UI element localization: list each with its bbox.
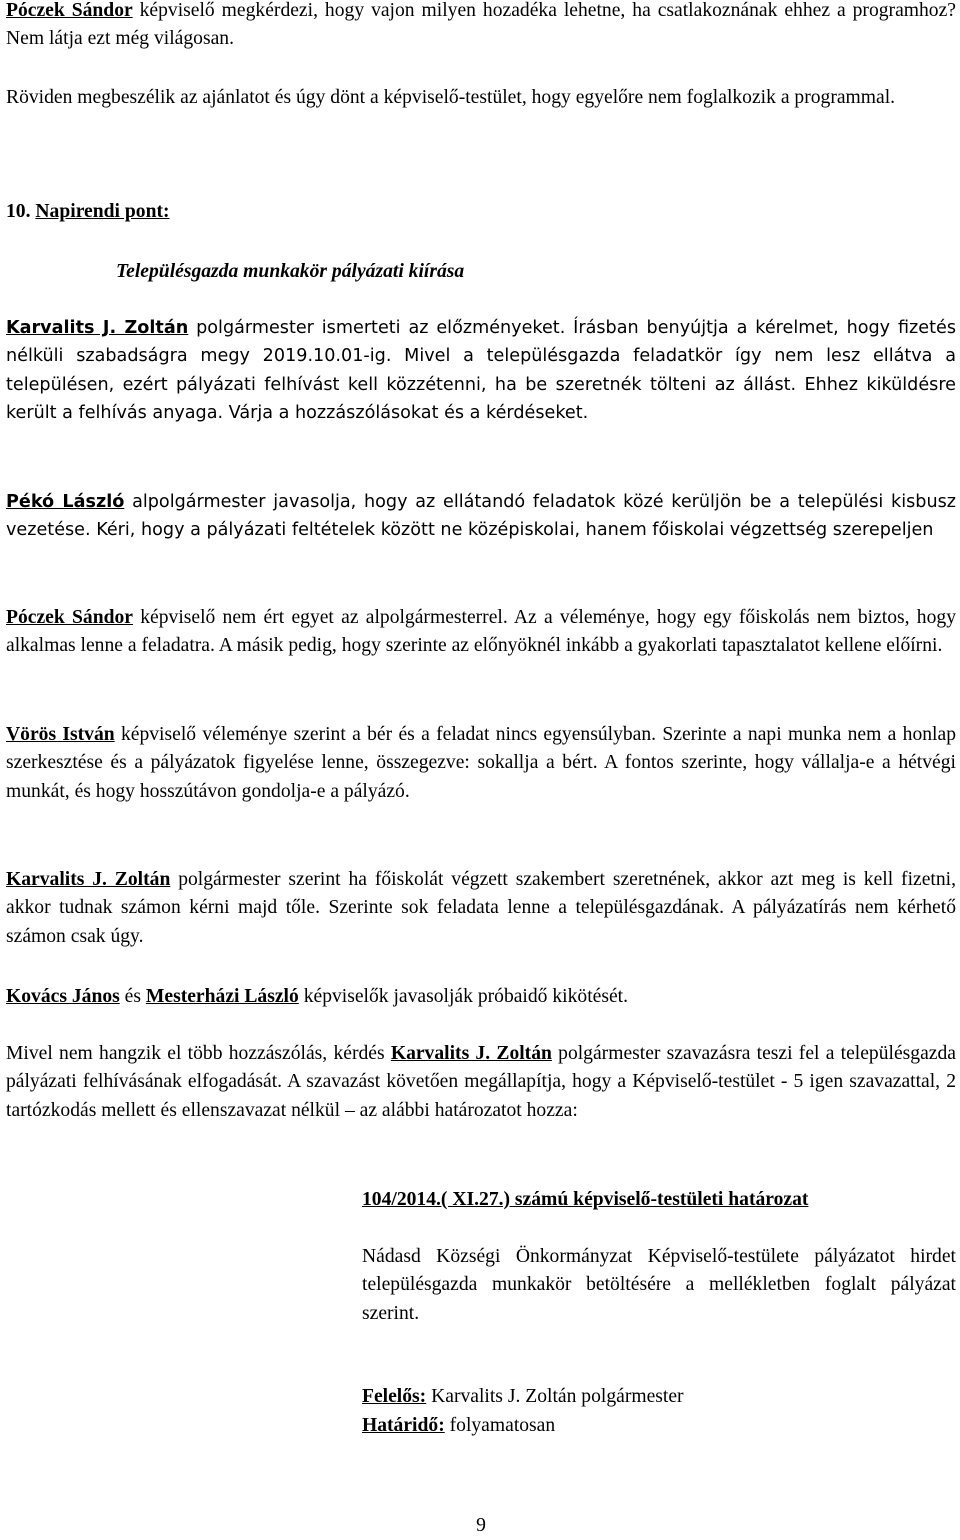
conjunction: és: [119, 986, 146, 1007]
paragraph-text: képviselő megkérdezi, hogy vajon milyen hozadéka lehetne, ha csatlakoznának ehhez a programhoz? Nem látja ezt még világosan.: [6, 0, 956, 50]
document-page: [6, 0, 956, 1537]
speaker-name: Póczek Sándor: [6, 607, 133, 628]
speaker-name: Karvalits J. Zoltán: [6, 869, 171, 890]
deadline-value: folyamatosan: [444, 1415, 556, 1436]
speaker-name: Póczek Sándor: [6, 0, 133, 21]
paragraph-voros: [6, 721, 956, 806]
paragraph-text: polgármester szavazásra teszi fel a településgazda pályázati felhívásának elfogadását. A szavazást követően megállapítja, hogy a Képviselő-testület - 5 igen szavazattal, 2 tartózkodás mellett és ellenszavazat nélkül – az alábbi határozatot hozza:: [6, 1043, 956, 1121]
paragraph-text: polgármester ismerteti az előzményeket. Írásban benyújtja a kérelmet, hogy fizetés nélküli szabadságra megy 2019.10.01-ig. Mivel a településgazda feladatkör így nem lesz ellátva a településen, ezért pályázati felhívást kell közzétenni, ha be szeretnék tölteni az állást. Ehhez kiküldésre került a felhívás anyaga. Várja a hozzászólásokat és a kérdéseket.: [6, 318, 956, 424]
resolution-title: [362, 1186, 956, 1214]
agenda-title: Településgazda munkakör pályázati kiírása: [116, 261, 465, 282]
speaker-name: Karvalits J. Zoltán: [6, 318, 189, 338]
speaker-name: Karvalits J. Zoltán: [390, 1043, 552, 1064]
paragraph-probation: [6, 983, 956, 1011]
page-number: 9: [476, 1515, 486, 1536]
paragraph-poczek-opinion: [6, 604, 956, 661]
paragraph-mayor-opinion: [6, 866, 956, 951]
resolution-deadline: [362, 1412, 956, 1440]
paragraph-text: képviselők javasolják próbaidő kikötését.: [298, 986, 629, 1007]
agenda-heading: [6, 198, 170, 226]
speaker-name: Mesterházi László: [145, 986, 299, 1007]
paragraph-text: alpolgármester javasolja, hogy az ellátandó feladatok közé kerüljön be a települési kisbusz vezetése. Kéri, hogy a pályázati feltételek között ne középiskolai, hanem főiskolai végzettség szerepeljen: [6, 492, 956, 541]
agenda-number: 10.: [6, 201, 31, 222]
paragraph-vote: [6, 1040, 956, 1125]
paragraph-text: Röviden megbeszélik az ajánlatot és úgy dönt a képviselő-testület, hogy egyelőre nem foglalkozik a programmal.: [6, 87, 896, 108]
paragraph-peko: [6, 488, 956, 545]
responsible-label: Felelős:: [362, 1386, 427, 1407]
paragraph-text: képviselő nem ért egyet az alpolgármesterrel. Az a véleménye, hogy egy főiskolás nem biztos, hogy alkalmas lenne a feladatra. A másik pedig, hogy szerinte az előnyöknél inkább a gyakorlati tapasztalatot kellene előírni.: [6, 607, 956, 657]
paragraph-text: Mivel nem hangzik el több hozzászólás, kérdés: [6, 1043, 391, 1064]
speaker-name: Kovács János: [6, 986, 120, 1007]
agenda-label: Napirendi pont:: [35, 201, 170, 222]
paragraph-discussion-summary: [6, 84, 956, 112]
paragraph-poczek-question: [6, 0, 956, 54]
speaker-name: Vörös István: [6, 724, 115, 745]
resolution-responsible: [362, 1383, 956, 1411]
paragraph-text: képviselő véleménye szerint a bér és a feladat nincs egyensúlyban. Szerinte a napi munka nem a honlap szerkesztése és a pályázatok figyelése lenne, összegezve: sokallja a bért. A fontos szerinte, hogy vállalja-e a hétvégi munkát, és hogy hosszútávon gondolja-e a pályázó.: [6, 724, 956, 802]
responsible-value: Karvalits J. Zoltán polgármester: [426, 1386, 684, 1407]
speaker-name: Pékó László: [6, 492, 125, 512]
deadline-label: Határidő:: [362, 1415, 445, 1436]
resolution-title-text: 104/2014.( XI.27.) számú képviselő-testületi határozat: [362, 1189, 809, 1210]
paragraph-text: polgármester szerint ha főiskolát végzett szakembert szeretnének, akkor azt meg is kell fizetni, akkor tudnak számon kérni majd tőle. Szerinte sok feladata lenne a településgazdának. A pályázatírás nem kérhető számon csak úgy.: [6, 869, 957, 947]
resolution-body: Nádasd Községi Önkormányzat Képviselő-testülete pályázatot hirdet településgazda munkakör betöltésére a mellékletben foglalt pályázat szerint.: [362, 1246, 956, 1324]
paragraph-mayor-intro: [6, 314, 956, 428]
